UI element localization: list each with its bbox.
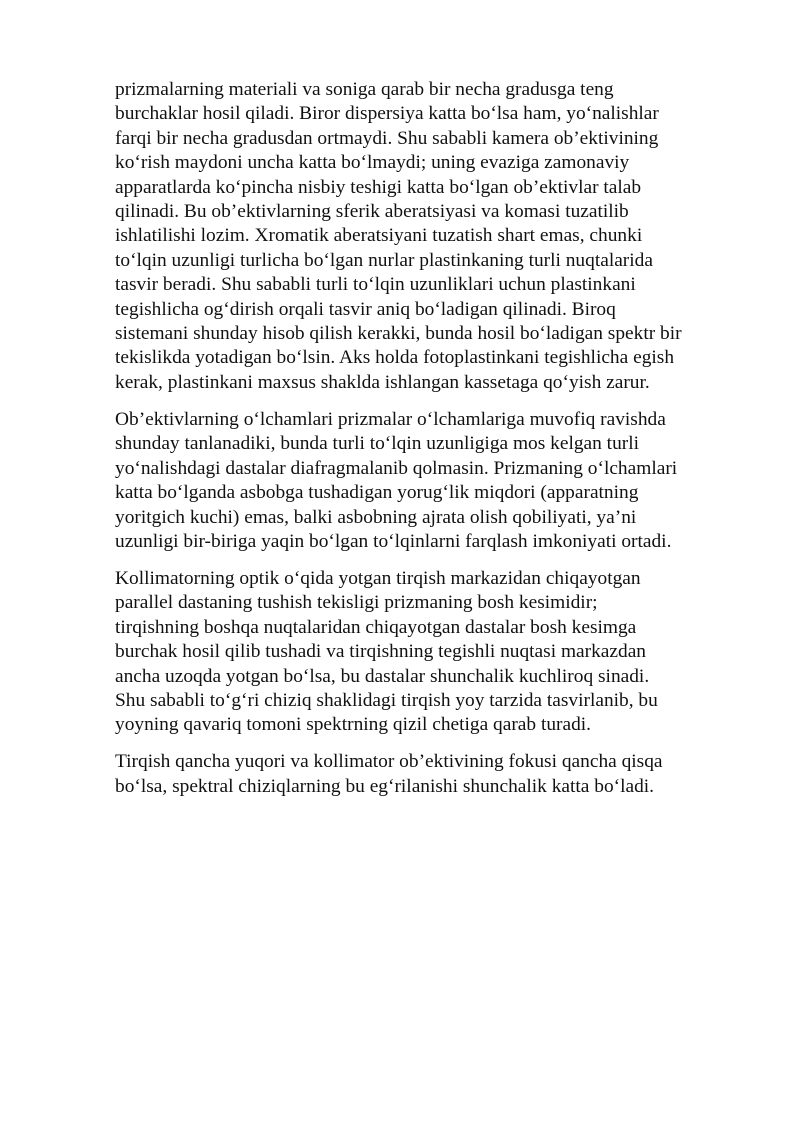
text-line: tegishlicha og‘dirish orqali tasvir aniq bo‘ladigan qilinadi. Biroq xyxy=(115,298,616,320)
paragraph-3 xyxy=(115,567,755,738)
text-line: shunday tanlanadiki, bunda turli to‘lqin uzunligiga mos kelgan turli xyxy=(115,433,639,455)
text-line: ishlatilishi lozim. Xromatik aberatsiyani tuzatish shart emas, chunki xyxy=(115,225,643,247)
text-line: to‘lqin uzunligi turlicha bo‘lgan nurlar plastinkaning turli nuqtalarida xyxy=(115,249,653,271)
text-line: tirqishning boshqa nuqtalaridan chiqayotgan dastalar bosh kesimga xyxy=(115,616,637,638)
text-line: parallel dastaning tushish tekisligi prizmaning bosh kesimidir; xyxy=(115,592,598,614)
text-line: yo‘nalishdagi dastalar diafragmalanib qolmasin. Prizmaning o‘lchamlari xyxy=(115,457,678,479)
text-line: Shu sababli to‘g‘ri chiziq shaklidagi tirqish yoy tarzida tasvirlanib, bu xyxy=(115,689,658,711)
text-line: apparatlarda ko‘pincha nisbiy teshigi katta bo‘lgan ob’ektivlar talab xyxy=(115,176,642,198)
text-line: farqi bir necha gradusdan ortmaydi. Shu sababli kamera ob’ektivining xyxy=(115,127,659,149)
text-line: tasvir beradi. Shu sababli turli to‘lqin uzunliklari uchun plastinkani xyxy=(115,274,636,296)
text-line: katta bo‘lganda asbobga tushadigan yorug‘lik miqdori (apparatning xyxy=(115,482,639,504)
text-line: tekislikda yotadigan bo‘lsin. Aks holda fotoplastinkani tegishlicha egish xyxy=(115,347,675,369)
text-line: ko‘rish maydoni uncha katta bo‘lmaydi; uning evaziga zamonaviy xyxy=(115,152,630,174)
text-line: ancha uzoqda yotgan bo‘lsa, bu dastalar shunchalik kuchliroq sinadi. xyxy=(115,665,650,687)
text-line: Tirqish qancha yuqori va kollimator ob’ektivining fokusi qancha qisqa xyxy=(115,751,663,773)
text-line: Ob’ektivlarning o‘lchamlari prizmalar o‘lchamlariga muvofiq ravishda xyxy=(115,408,666,430)
document-body xyxy=(115,78,755,812)
text-line: uzunligi bir-biriga yaqin bo‘lgan to‘lqinlarni farqlash imkoniyati ortadi. xyxy=(115,530,672,552)
text-line: prizmalarning materiali va soniga qarab bir necha gradusga teng xyxy=(115,79,614,100)
paragraph-1 xyxy=(115,78,755,395)
paragraph-2 xyxy=(115,408,755,554)
text-line: qilinadi. Bu ob’ektivlarning sferik aberatsiyasi va komasi tuzatilib xyxy=(115,201,629,223)
text-line: bo‘lsa, spektral chiziqlarning bu eg‘rilanishi shunchalik katta bo‘ladi. xyxy=(115,775,655,797)
text-line: burchaklar hosil qiladi. Biror dispersiya katta bo‘lsa ham, yo‘nalishlar xyxy=(115,103,659,125)
text-line: sistemani shunday hisob qilish kerakki, bunda hosil bo‘ladigan spektr bir xyxy=(115,323,682,345)
paragraph-4 xyxy=(115,750,755,799)
text-line: burchak hosil qilib tushadi va tirqishning tegishli nuqtasi markazdan xyxy=(115,641,646,663)
text-line: yoritgich kuchi) emas, balki asbobning ajrata olish qobiliyati, ya’ni xyxy=(115,506,637,528)
text-line: yoyning qavariq tomoni spektrning qizil chetiga qarab turadi. xyxy=(115,714,592,736)
text-line: Kollimatorning optik o‘qida yotgan tirqish markazidan chiqayotgan xyxy=(115,567,641,589)
text-line: kerak, plastinkani maxsus shaklda ishlangan kassetaga qo‘yish zarur. xyxy=(115,371,650,393)
